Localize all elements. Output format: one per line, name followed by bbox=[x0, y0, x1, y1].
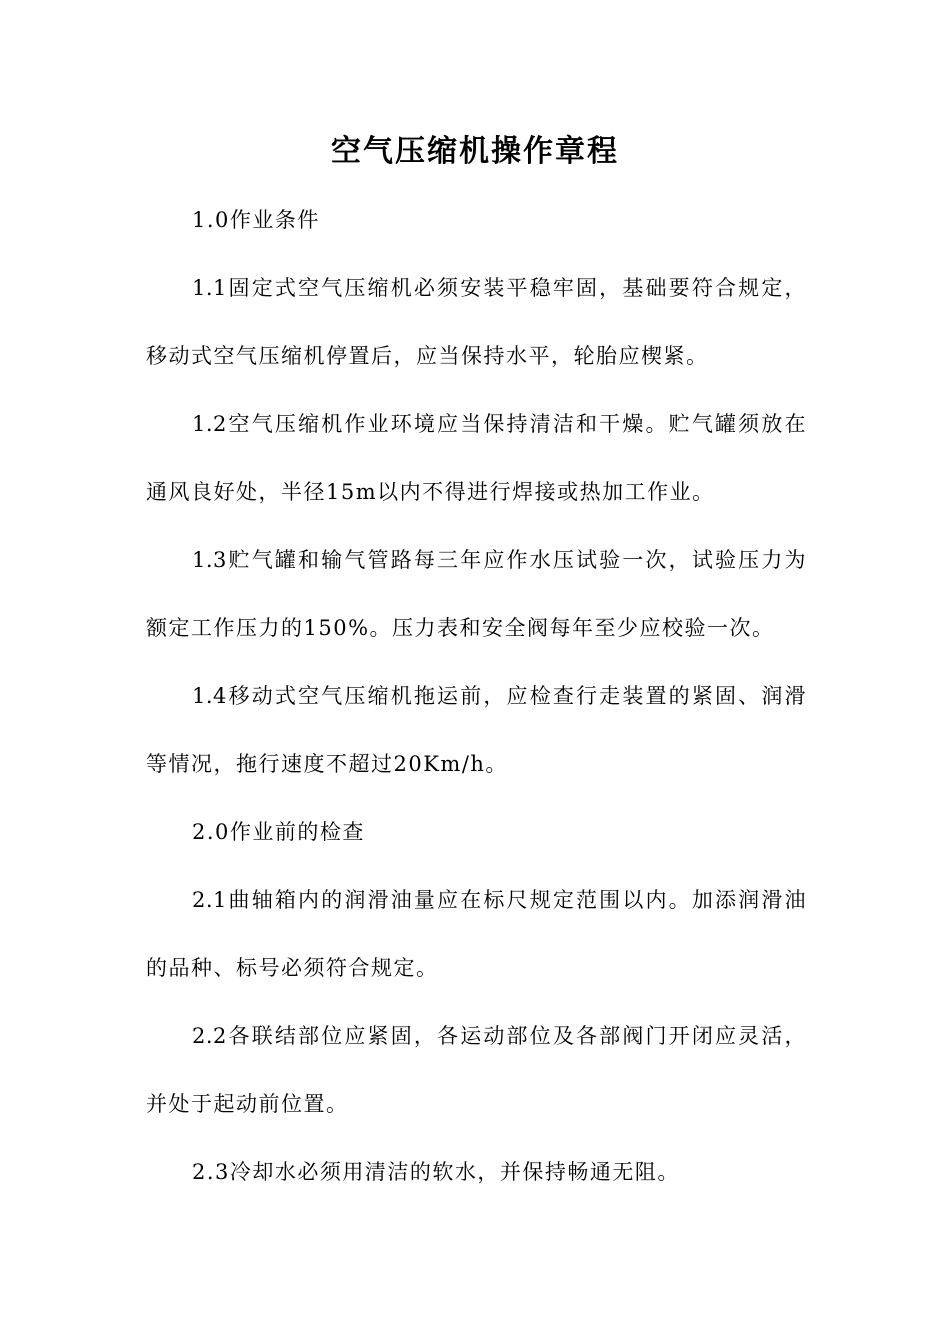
paragraph-line: 通风良好处，半径15m以内不得进行焊接或热加工作业。 bbox=[146, 480, 715, 504]
paragraph-line: 1.4移动式空气压缩机拖运前，应检查行走装置的紧固、润滑 bbox=[192, 684, 806, 708]
paragraph-line: 2.2各联结部位应紧固，各运动部位及各部阀门开闭应灵活， bbox=[192, 1024, 806, 1048]
paragraph-line: 的品种、标号必须符合规定。 bbox=[146, 956, 439, 980]
paragraph-line: 额定工作压力的150%。压力表和安全阀每年至少应校验一次。 bbox=[146, 616, 775, 640]
paragraph-line: 2.3冷却水必须用清洁的软水，并保持畅通无阻。 bbox=[192, 1160, 680, 1184]
paragraph-line: 等情况，拖行速度不超过20Km/h。 bbox=[146, 752, 508, 776]
paragraph-line: 1.1固定式空气压缩机必须安装平稳牢固，基础要符合规定， bbox=[192, 276, 806, 300]
paragraph-line: 并处于起动前位置。 bbox=[146, 1092, 349, 1116]
document-body bbox=[146, 198, 806, 1218]
paragraph-line: 1.3贮气罐和输气管路每三年应作水压试验一次，试验压力为 bbox=[192, 548, 806, 572]
paragraph-line: 2.1曲轴箱内的润滑油量应在标尺规定范围以内。加添润滑油 bbox=[192, 888, 806, 912]
section-heading-2-0: 2.0作业前的检查 bbox=[192, 820, 365, 844]
document-title: 空气压缩机操作章程 bbox=[331, 134, 619, 169]
paragraph-line: 1.2空气压缩机作业环境应当保持清洁和干燥。贮气罐须放在 bbox=[192, 412, 806, 436]
paragraph-line: 移动式空气压缩机停置后，应当保持水平，轮胎应楔紧。 bbox=[146, 344, 709, 368]
section-heading-1-0: 1.0作业条件 bbox=[192, 208, 320, 232]
